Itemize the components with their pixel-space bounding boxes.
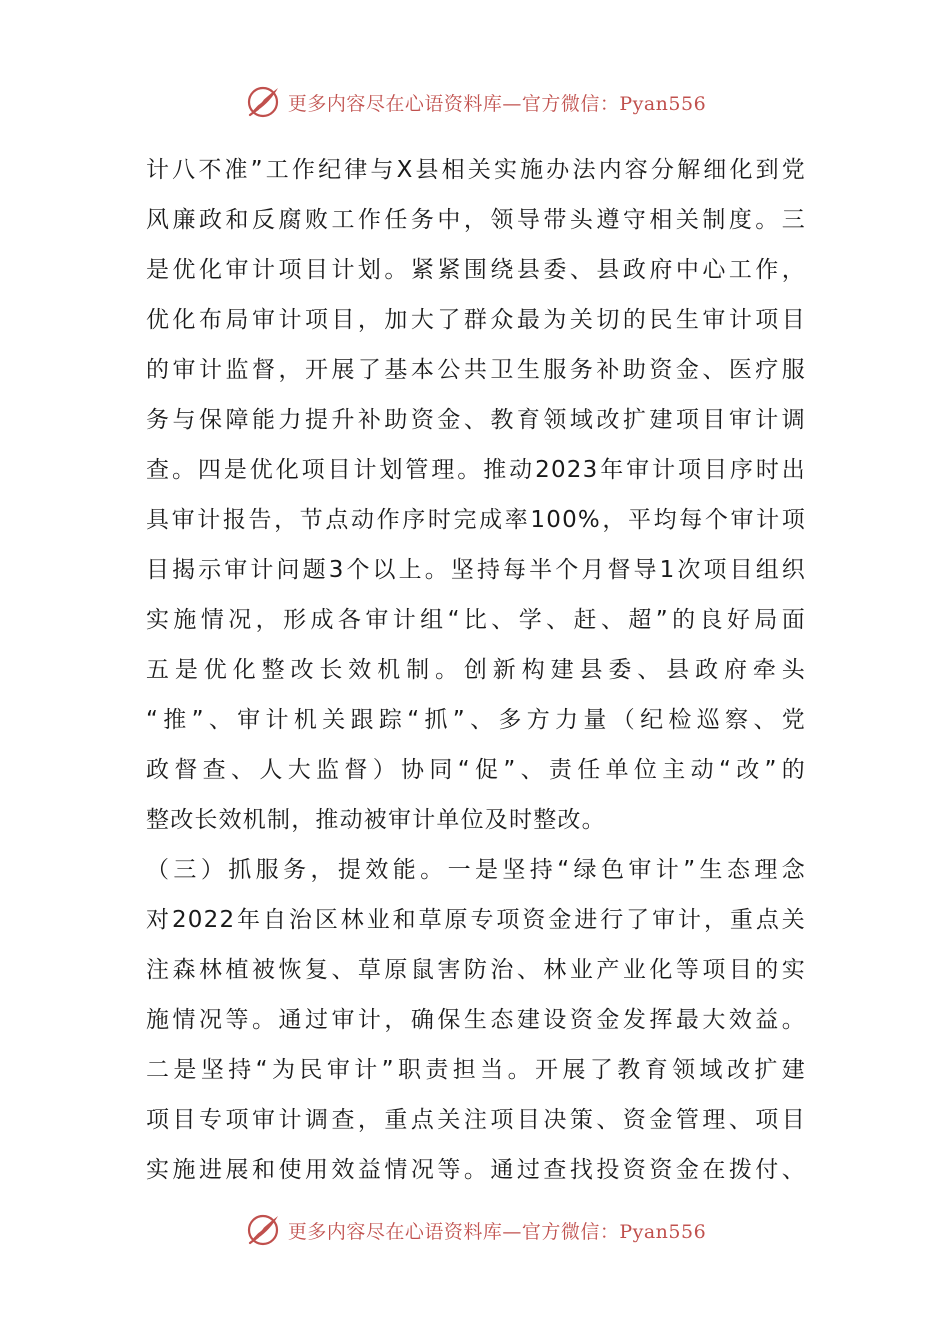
text-line: 查。四是优化项目计划管理。推动2023年审计项目序时出 [146,457,806,483]
text-line: 优化布局审计项目，加大了群众最为关切的民生审计项目 [146,307,806,333]
document-body [146,145,806,1195]
text-line: 是优化审计项目计划。紧紧围绕县委、县政府中心工作， [146,257,806,283]
quill-pen-logo-icon [244,82,284,122]
quill-pen-logo-icon [244,1210,284,1250]
text-line: 务与保障能力提升补助资金、教育领域改扩建项目审计调 [146,407,806,433]
text-line: （三）抓服务，提效能。一是坚持“绿色审计”生态理念 [146,857,806,883]
footer-banner [0,1208,950,1252]
text-line: “推”、审计机关跟踪“抓”、多方力量（纪检巡察、党 [146,707,806,733]
text-line: 的审计监督，开展了基本公共卫生服务补助资金、医疗服 [146,357,806,383]
text-line: 整改长效机制，推动被审计单位及时整改。 [146,807,606,833]
text-line: 风廉政和反腐败工作任务中，领导带头遵守相关制度。三 [146,207,806,233]
text-line: 五是优化整改长效机制。创新构建县委、县政府牵头 [146,657,806,683]
banner-text: 更多内容尽在心语资料库—官方微信：Pyan556 [287,1220,707,1243]
header-banner [0,80,950,124]
text-line: 计八不准”工作纪律与X县相关实施办法内容分解细化到党 [146,157,806,183]
text-line: 目揭示审计问题3个以上。坚持每半个月督导1次项目组织 [146,557,806,583]
text-line: 二是坚持“为民审计”职责担当。开展了教育领域改扩建 [146,1057,806,1083]
text-line: 对2022年自治区林业和草原专项资金进行了审计，重点关 [146,907,806,933]
text-line: 项目专项审计调查，重点关注项目决策、资金管理、项目 [146,1107,806,1133]
text-line: 注森林植被恢复、草原鼠害防治、林业产业化等项目的实 [146,957,806,983]
text-line: 实施情况，形成各审计组“比、学、赶、超”的良好局面 [146,607,806,633]
text-line: 具审计报告，节点动作序时完成率100%，平均每个审计项 [146,507,806,533]
banner-text: 更多内容尽在心语资料库—官方微信：Pyan556 [287,92,707,115]
text-line: 实施进展和使用效益情况等。通过查找投资资金在拨付、 [146,1157,806,1183]
text-line: 施情况等。通过审计，确保生态建设资金发挥最大效益。 [146,1007,806,1033]
text-line: 政督查、人大监督）协同“促”、责任单位主动“改”的 [146,757,806,783]
